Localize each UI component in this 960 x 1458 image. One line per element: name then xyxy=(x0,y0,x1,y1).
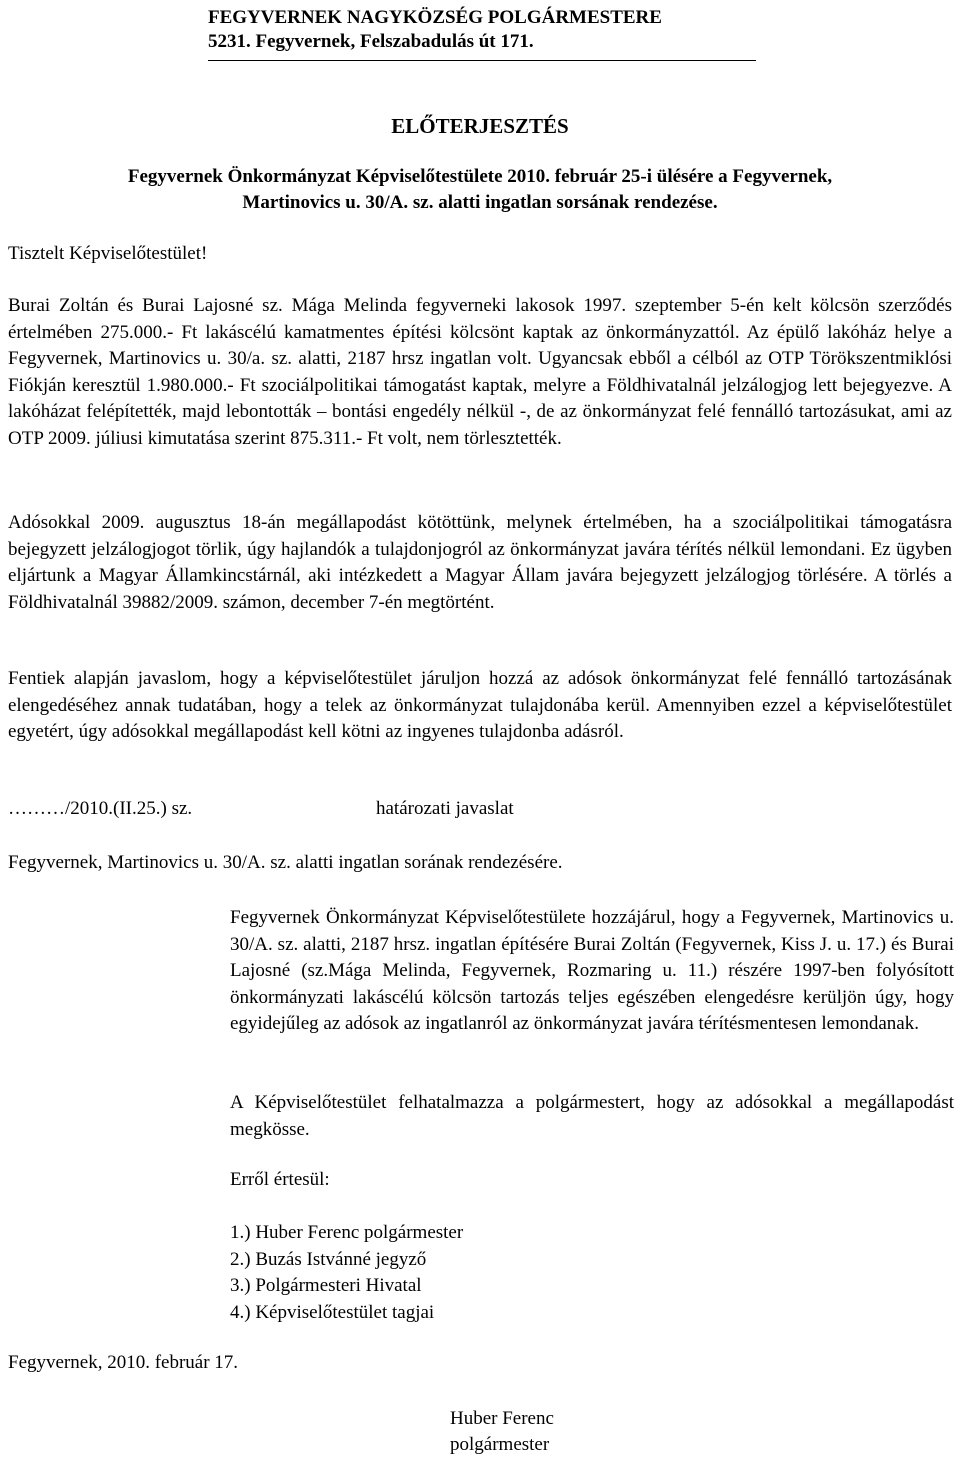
office-address: 5231. Fegyvernek, Felszabadulás út 171. xyxy=(208,31,534,52)
signer-role: polgármester xyxy=(450,1434,550,1455)
signature-block xyxy=(450,1406,554,1458)
body-paragraph-3: Fentiek alapján javaslom, hogy a képviselőtestület járuljon hozzá az adósok önkormányzat felé fennálló tartozásának elengedéséhez annak tudatában, hogy a telek az önkormányzat tulajdonába kerül. Amennyiben ezzel a képviselőtestület egyetért, úgy adósokkal megállapodást kell kötni az ingyenes tulajdonba adásról. xyxy=(8,668,952,742)
list-item: 4.) Képviselőtestület tagjai xyxy=(230,1301,435,1323)
document-title: ELŐTERJESZTÉS xyxy=(391,114,569,138)
resolution-title: Fegyvernek, Martinovics u. 30/A. sz. alatti ingatlan sorának rendezésére. xyxy=(8,852,563,873)
place-date: Fegyvernek, 2010. február 17. xyxy=(8,1352,239,1373)
resolution-text-2: A Képviselőtestület felhatalmazza a polgármestert, hogy az adósokkal a megállapodást megkösse. xyxy=(230,1092,954,1140)
office-name: FEGYVERNEK NAGYKÖZSÉG POLGÁRMESTERE xyxy=(208,7,662,28)
body-paragraph-1: Burai Zoltán és Burai Lajosné sz. Mága Melinda fegyverneki lakosok 1997. szeptember 5-én kelt kölcsön szerződés értelmében 275.000.- Ft lakáscélú kamatmentes építési kölcsönt kaptak az önkormányzattól. Az épülő lakóház helye a Fegyvernek, Martinovics u. 30/a. sz. alatti, 2187 hrsz ingatlan volt. Ugyancsak ebből a célból az OTP Törökszentmiklósi Fiókján keresztül 1.980.000.- Ft szociálpolitikai támogatást kaptak, melyre a Földhivatalnál jelzálogjog lett bejegyezve. A lakóházat felépítették, majd lebontották – bontási engedély nélkül -, de az önkormányzat felé fennálló tartozásukat, ami az OTP 2009. júliusi kimutatása szerint 875.311.- Ft volt, nem törlesztették. xyxy=(8,295,952,449)
resolution-number: ………/2010.(II.25.) sz. xyxy=(8,798,193,819)
greeting: Tisztelt Képviselőtestület! xyxy=(8,243,208,264)
list-item: 2.) Buzás Istvánné jegyző xyxy=(230,1248,427,1270)
letterhead xyxy=(208,6,662,54)
signer-name: Huber Ferenc xyxy=(450,1408,554,1429)
subject-line-2: Martinovics u. 30/A. sz. alatti ingatlan sorsának rendezése. xyxy=(242,192,718,213)
resolution-text-1: Fegyvernek Önkormányzat Képviselőtestülete hozzájárul, hogy a Fegyvernek, Martinovics u. 30/A. sz. alatti, 2187 hrsz. ingatlan építésére Burai Zoltán (Fegyvernek, Kiss J. u. 17.) és Burai Lajosné (sz.Mága Melinda, Fegyvernek, Rozmaring u. 11.) részére 1997-ben folyósított önkormányzati lakáscélú kölcsön tartozás teljes egészében elengedésre kerüljön úgy, hogy egyidejűleg az adósok az ingatlanról az önkormányzat javára térítésmentesen lemondanak. xyxy=(230,907,954,1034)
list-item: 3.) Polgármesteri Hivatal xyxy=(230,1275,422,1296)
notify-label: Erről értesül: xyxy=(230,1169,330,1190)
notify-list xyxy=(230,1220,463,1326)
body-paragraph-2: Adósokkal 2009. augusztus 18-án megállapodást kötöttünk, melynek értelmében, ha a szociálpolitikai támogatásra bejegyzett jelzálogjogot törlik, úgy hajlandók a tulajdonjogról az önkormányzat javára térítés nélkül lemondani. Ez ügyben eljártunk a Magyar Államkincstárnál, aki intézkedett a Magyar Állam javára bejegyzett jelzálogjog törlésére. A törlés a Földhivatalnál 39882/2009. számon, december 7-én megtörtént. xyxy=(8,512,952,613)
resolution-label: határozati javaslat xyxy=(376,798,514,819)
header-divider xyxy=(208,60,756,61)
subject-line-1: Fegyvernek Önkormányzat Képviselőtestülete 2010. február 25-i ülésére a Fegyvernek, xyxy=(127,166,833,187)
list-item: 1.) Huber Ferenc polgármester xyxy=(230,1222,464,1243)
document-subject xyxy=(8,164,952,216)
